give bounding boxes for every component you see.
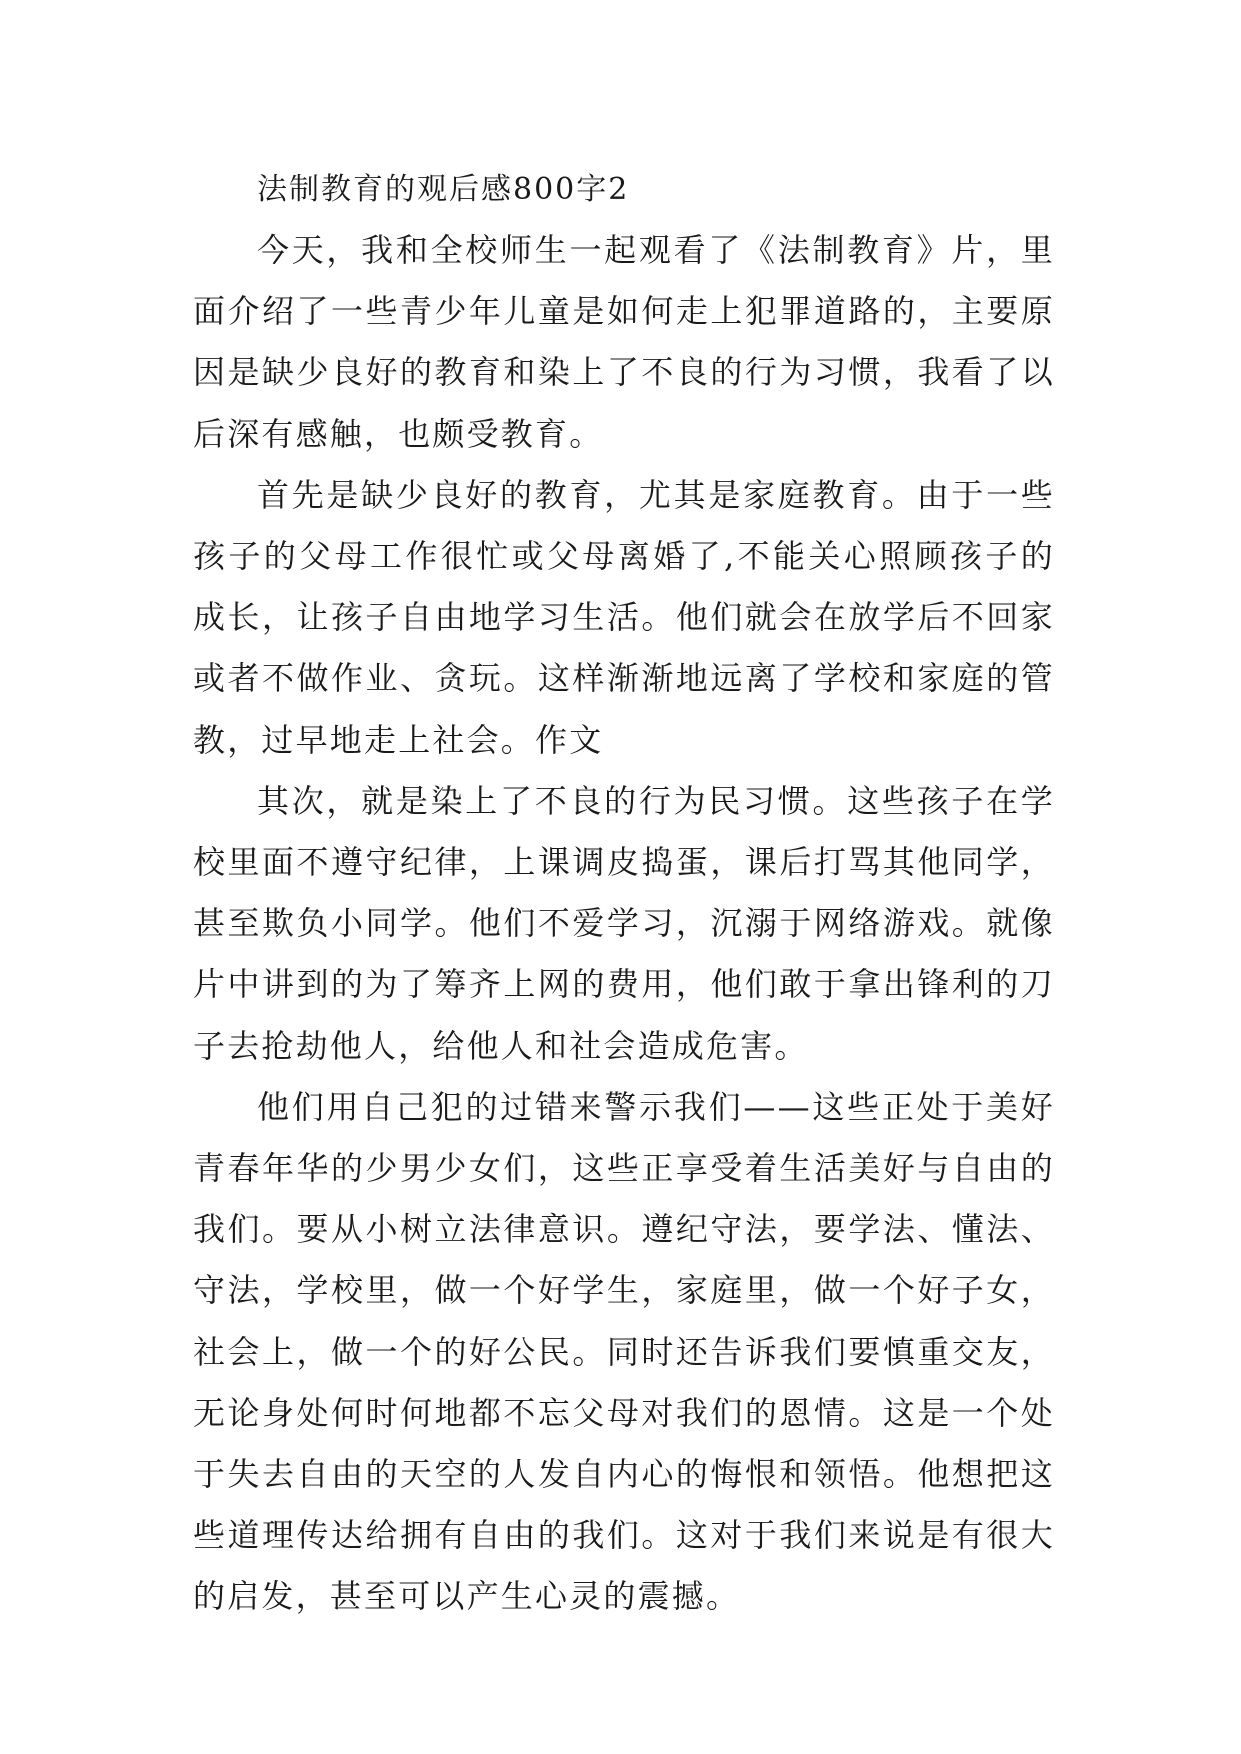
document-body xyxy=(193,160,1055,1628)
paragraph-bad-habits: 其次，就是染上了不良的行为民习惯。这些孩子在学校里面不遵守纪律，上课调皮捣蛋，课后打骂其他同学，甚至欺负小同学。他们不爱学习，沉溺于网络游戏。就像片中讲到的为了筹齐上网的费用，他们敢于拿出锋利的刀子去抢劫他人，给他人和社会造成危害。 xyxy=(193,781,1055,1065)
paragraph-family-education: 首先是缺少良好的教育，尤其是家庭教育。由于一些孩子的父母工作很忙或父母离婚了,不能关心照顾孩子的成长，让孩子自由地学习生活。他们就会在放学后不回家或者不做作业、贪玩。这样渐渐地远离了学校和家庭的管教，过早地走上社会。作文 xyxy=(193,475,1055,759)
paragraph-intro: 今天，我和全校师生一起观看了《法制教育》片，里面介绍了一些青少年儿童是如何走上犯罪道路的，主要原因是缺少良好的教育和染上了不良的行为习惯，我看了以后深有感触，也颇受教育。 xyxy=(193,231,1055,453)
paragraph-conclusion: 他们用自己犯的过错来警示我们——这些正处于美好青春年华的少男少女们，这些正享受着生活美好与自由的我们。要从小树立法律意识。遵纪守法，要学法、懂法、守法，学校里，做一个好学生，家庭里，做一个好子女，社会上，做一个的好公民。同时还告诉我们要慎重交友，无论身处何时何地都不忘父母对我们的恩情。这是一个处于失去自由的天空的人发自内心的悔恨和领悟。他想把这些道理传达给拥有自由的我们。这对于我们来说是有很大的启发，甚至可以产生心灵的震撼。 xyxy=(193,1087,1055,1616)
document-title: 法制教育的观后感800字2 xyxy=(257,172,630,207)
